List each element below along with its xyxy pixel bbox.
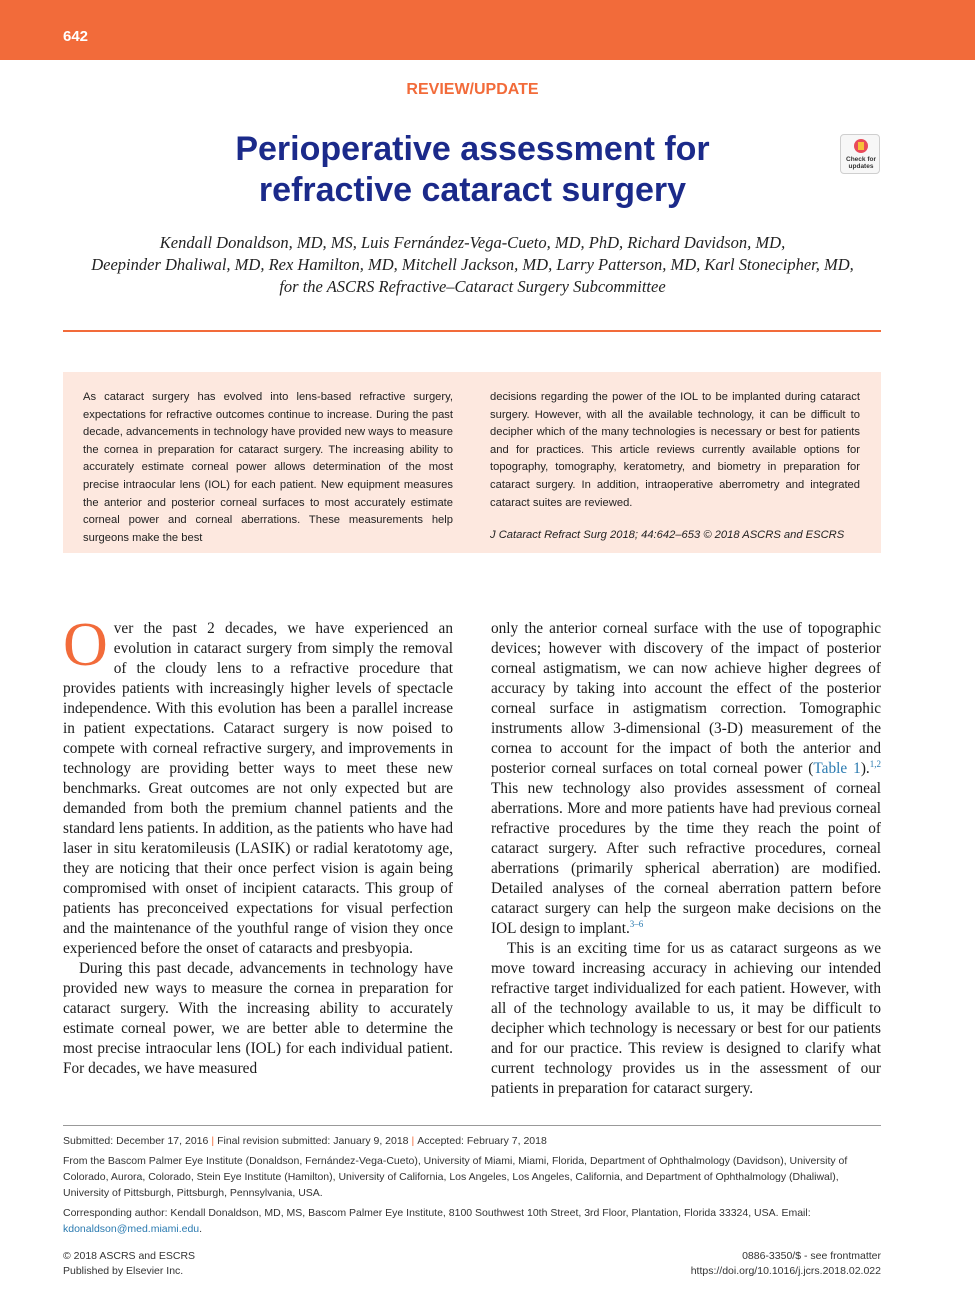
affiliations: From the Bascom Palmer Eye Institute (Donaldson, Fernández-Vega-Cueto), University of Miami, Miami, Florida, Department of Ophthalmology (Davidson), University of Colorado, Aurora, Colorado, Stein Eye Institute (Hamilton), University of California, Los Angeles, Los Angeles, California, and Department of Ophthalmology (Dhaliwal), University of Pittsburgh, Pittsburgh, Pennsylvania, USA. xyxy=(63,1155,848,1199)
abstract-right-column: decisions regarding the power of the IOL to be implanted during cataract surgery. However, with all the available technology, it can be difficult to decipher which of the many technologies is necessary or best for patients and for practices. This article reviews currently available options for topography, tomography, keratometry, and biometry in preparation for cataract surgery. In addition, intraoperative aberrometry and integrated cataract suites are reviewed. xyxy=(490,391,860,509)
body-paragraph: This is an exciting time for us as cataract surgeons as we move toward increasing accuracy in achieving our intended refractive target individualized for each patient. However, with all of the technology available to us, it may be difficult to decipher which technology is necessary or best for our patients and for our practice. This review is designed to clarify what current technology provides us in the assessment of our patients in preparation for cataract surgery. xyxy=(491,940,881,1097)
body-left-column xyxy=(63,611,453,1079)
authors-line-3: for the ASCRS Refractive–Cataract Surgery Subcommittee xyxy=(279,277,666,296)
body-paragraph xyxy=(63,611,453,959)
body-right-column xyxy=(491,619,881,1099)
table-1-link[interactable]: Table 1 xyxy=(813,760,861,777)
drop-cap: O xyxy=(63,611,108,679)
publisher: Published by Elsevier Inc. xyxy=(63,1265,184,1277)
email-link[interactable]: kdonaldson@med.miami.edu xyxy=(63,1223,200,1235)
footnotes xyxy=(63,1133,881,1241)
doi-link[interactable]: https://doi.org/10.1016/j.jcrs.2018.02.022 xyxy=(690,1265,881,1277)
paragraph-text: This new technology also provides assessment of corneal aberrations. More and more patients have had previous corneal refractive procedures by the time they reach the point of cataract surgery. After such refractive procedures, corneal aberrations (primarily spherical aberration) are modified. Detailed analyses of the corneal aberration pattern before cataract surgery can help the surgeon make decisions on the IOL design to implant. xyxy=(491,780,881,937)
badge-label: Check for updates xyxy=(846,156,876,170)
article-title xyxy=(150,129,795,211)
authors-line-1: Kendall Donaldson, MD, MS, Luis Fernández-Vega-Cueto, MD, PhD, Richard Davidson, MD, xyxy=(159,233,786,252)
paragraph-text: ). xyxy=(860,760,870,777)
corresponding-author xyxy=(63,1205,881,1237)
abstract-left-column: As cataract surgery has evolved into lens-based refractive surgery, expectations for refractive outcomes continue to increase. During the past decade, advancements in technology have provided new ways to measure the cornea in preparation for cataract surgery. The increasing ability to accurately estimate corneal power allows determination of the most precise intraocular lens (IOL) for each patient. New equipment measures the anterior and posterior corneal surfaces to most accurately estimate corneal power and corneal aberrations. These measurements help surgeons make the best xyxy=(83,391,453,544)
corresponding-text: Corresponding author: Kendall Donaldson, MD, MS, Bascom Palmer Eye Institute, 8100 Southwest 10th Street, 3rd Floor, Plantation, Florida 33324, USA. Email: xyxy=(63,1207,811,1219)
abstract-box xyxy=(63,372,881,553)
submission-dates xyxy=(63,1133,881,1149)
accepted-date: Accepted: February 7, 2018 xyxy=(417,1135,547,1147)
bookmark-icon xyxy=(854,139,868,153)
reference-link[interactable]: 3–6 xyxy=(629,918,644,929)
title-line-1: Perioperative assessment for xyxy=(235,130,710,168)
email-period: . xyxy=(199,1223,203,1235)
header-band xyxy=(0,0,975,60)
final-revision-date: Final revision submitted: January 9, 2018 xyxy=(217,1135,409,1147)
author-list xyxy=(40,232,905,298)
issn: 0886-3350/$ - see frontmatter xyxy=(742,1250,881,1262)
page-number: 642 xyxy=(63,28,89,45)
journal-citation: J Cataract Refract Surg 2018; 44:642–653 © 2018 ASCRS and ESCRS xyxy=(490,529,845,541)
copyright: © 2018 ASCRS and ESCRS xyxy=(63,1250,196,1262)
body-paragraph xyxy=(491,619,881,939)
reference-link[interactable]: 1,2 xyxy=(869,758,881,769)
paragraph-text: ver the past 2 decades, we have experienced an evolution in cataract surgery from simply the removal of the cloudy lens to a refractive procedure that provides patients with increasingly higher levels of spectacle independence. With this evolution has been a parallel increase in patient expectations. Cataract surgery is now poised to compete with corneal refractive surgery, and improvements in technology are providing better ways to meet these new benchmarks. Great outcomes are not only expected but are demanded from both the premium channel patients and the standard lens patients. In addition, as the patients who have had laser in situ keratomileusis (LASIK) or radial keratotomy age, they are noticing that their once perfect vision is again being compromised with onset of incipient cataracts. This group of patients has preconceived expectations for visual perfection and the maintenance of the youthful range of vision they once experienced before the onset of cataracts and presbyopia. xyxy=(63,620,453,957)
title-divider xyxy=(63,330,881,332)
separator: | xyxy=(211,1135,215,1147)
footer-right xyxy=(560,1249,881,1279)
submitted-date: Submitted: December 17, 2016 xyxy=(63,1135,209,1147)
separator: | xyxy=(411,1135,415,1147)
title-line-2: refractive cataract surgery xyxy=(258,171,687,209)
paragraph-text: only the anterior corneal surface with the use of topographic devices; however with discovery of the impact of posterior corneal astigmatism, we can now achieve higher degrees of accuracy by taking into account the effect of the posterior corneal surface in astigmatism correction. Tomographic instruments allow 3-dimensional (3-D) measurement of the cornea to account for the impact of both the anterior and posterior corneal surfaces on total corneal power ( xyxy=(491,620,881,777)
authors-line-2: Deepinder Dhaliwal, MD, Rex Hamilton, MD, Mitchell Jackson, MD, Larry Patterson, MD, Karl Stonecipher, MD, xyxy=(91,255,854,274)
footer-left xyxy=(63,1249,195,1279)
footnote-divider xyxy=(63,1125,881,1126)
body-paragraph: During this past decade, advancements in technology have provided new ways to measure the cornea in preparation for cataract surgery. With the increasing ability to accurately estimate corneal power, we are better able to determine the most precise intraocular lens (IOL) for each individual patient. For decades, we have measured xyxy=(63,960,453,1077)
check-for-updates-badge[interactable] xyxy=(840,134,880,174)
article-category: REVIEW/UPDATE xyxy=(406,81,539,98)
